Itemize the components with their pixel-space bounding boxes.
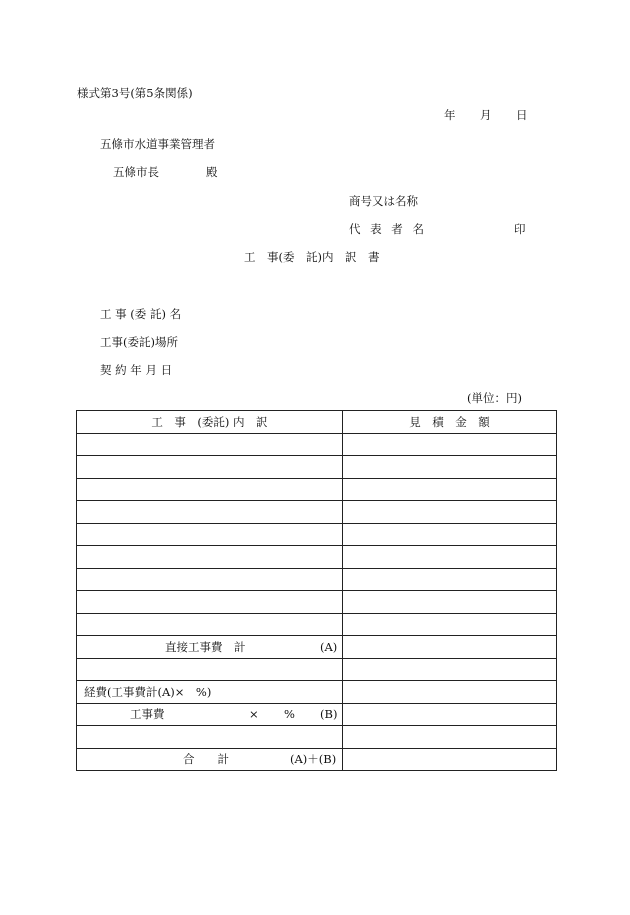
table-row bbox=[77, 726, 557, 749]
breakdown-cell[interactable] bbox=[77, 591, 343, 614]
representative-label: 代 表 者 名 bbox=[349, 222, 427, 236]
seal-label: 印 bbox=[514, 222, 526, 236]
total-amount-cell[interactable] bbox=[343, 748, 557, 771]
overhead-row bbox=[77, 681, 557, 704]
breakdown-cell[interactable] bbox=[77, 456, 343, 479]
date-month-label: 月 bbox=[480, 108, 492, 122]
breakdown-cell[interactable] bbox=[77, 546, 343, 569]
breakdown-cell[interactable] bbox=[77, 568, 343, 591]
total-row bbox=[77, 748, 557, 771]
date-day-label: 日 bbox=[516, 108, 528, 122]
total-cell bbox=[77, 748, 343, 771]
field-label-project-location: 工事(委託)場所 bbox=[100, 335, 178, 349]
overhead-cell bbox=[77, 681, 343, 704]
addressee-name: 五條市長 bbox=[113, 165, 159, 179]
breakdown-cell[interactable] bbox=[77, 433, 343, 456]
table-row bbox=[77, 523, 557, 546]
breakdown-table bbox=[76, 410, 557, 771]
breakdown-cell[interactable] bbox=[77, 501, 343, 524]
table-row bbox=[77, 658, 557, 681]
table-row bbox=[77, 613, 557, 636]
direct-cost-cell bbox=[77, 636, 343, 659]
breakdown-cell[interactable] bbox=[77, 613, 343, 636]
addressee-line1: 五條市水道事業管理者 bbox=[100, 137, 215, 151]
amount-cell[interactable] bbox=[343, 523, 557, 546]
amount-cell[interactable] bbox=[343, 568, 557, 591]
direct-cost-label: 直接工事費 計 bbox=[165, 639, 246, 654]
table-row bbox=[77, 568, 557, 591]
amount-cell[interactable] bbox=[343, 613, 557, 636]
table-row bbox=[77, 501, 557, 524]
header-breakdown: 工 事 (委託) 内 訳 bbox=[77, 411, 343, 434]
table-row bbox=[77, 546, 557, 569]
addressee-honorific: 殿 bbox=[206, 165, 218, 179]
direct-cost-row bbox=[77, 636, 557, 659]
times-sign: × bbox=[249, 707, 259, 722]
field-label-project-name: 工 事 (委 託) 名 bbox=[100, 307, 182, 321]
amount-cell[interactable] bbox=[343, 726, 557, 749]
amount-cell[interactable] bbox=[343, 478, 557, 501]
total-mark: (A)＋(B) bbox=[290, 752, 337, 767]
header-estimated-amount: 見 積 金 額 bbox=[343, 411, 557, 434]
construction-cost-label: 工事費 bbox=[130, 707, 165, 722]
construction-cost-row bbox=[77, 703, 557, 726]
amount-cell[interactable] bbox=[343, 456, 557, 479]
percent-sign: % bbox=[284, 707, 295, 722]
table-row bbox=[77, 591, 557, 614]
breakdown-cell[interactable] bbox=[77, 658, 343, 681]
amount-cell[interactable] bbox=[343, 501, 557, 524]
amount-cell[interactable] bbox=[343, 658, 557, 681]
overhead-amount-cell[interactable] bbox=[343, 681, 557, 704]
direct-cost-amount-cell[interactable] bbox=[343, 636, 557, 659]
table-header-row bbox=[77, 411, 557, 434]
table-row bbox=[77, 478, 557, 501]
breakdown-cell[interactable] bbox=[77, 478, 343, 501]
amount-cell[interactable] bbox=[343, 433, 557, 456]
document-title: 工 事(委 託)内 訳 書 bbox=[244, 250, 380, 264]
amount-cell[interactable] bbox=[343, 591, 557, 614]
form-number: 様式第3号(第5条関係) bbox=[77, 86, 193, 100]
breakdown-cell[interactable] bbox=[77, 523, 343, 546]
unit-note: (単位：円) bbox=[467, 391, 522, 405]
date-year-label: 年 bbox=[444, 108, 456, 122]
breakdown-cell[interactable] bbox=[77, 726, 343, 749]
direct-cost-mark: (A) bbox=[320, 639, 338, 654]
table-row bbox=[77, 433, 557, 456]
overhead-label: 経費(工事費計(A)× %) bbox=[84, 684, 212, 699]
amount-cell[interactable] bbox=[343, 546, 557, 569]
field-label-contract-date: 契 約 年 月 日 bbox=[100, 363, 173, 377]
construction-cost-cell bbox=[77, 703, 343, 726]
table-row bbox=[77, 456, 557, 479]
construction-cost-amount-cell[interactable] bbox=[343, 703, 557, 726]
overhead-mark: (B) bbox=[320, 707, 338, 722]
total-label: 合 計 bbox=[183, 752, 229, 767]
company-name-label: 商号又は名称 bbox=[349, 194, 418, 208]
